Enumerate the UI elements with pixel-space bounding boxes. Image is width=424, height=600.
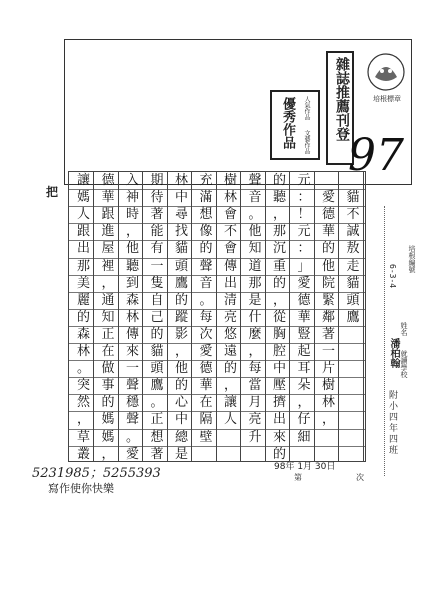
essay-column [147, 172, 168, 461]
essay-char: 擠 [272, 395, 286, 411]
essay-column [171, 172, 192, 461]
essay-char: 聲 [199, 258, 213, 274]
essay-char: 敖 [346, 241, 360, 257]
essay-char: 時 [125, 207, 139, 223]
essay-char: 入 [125, 173, 139, 189]
essay-char: 華 [101, 190, 115, 206]
essay-char: 德 [321, 207, 335, 223]
essay-char: 穩 [125, 395, 139, 411]
student-school: 附小四年四班 [387, 390, 397, 456]
essay-char: 鷹 [150, 378, 164, 394]
essay-char: 聲 [125, 412, 139, 428]
label-school: 就讀學校 [400, 350, 408, 378]
essay-char: 次 [199, 326, 213, 342]
essay-char: ， [101, 446, 115, 462]
essay-char: 音 [199, 275, 213, 291]
essay-char: 美 [76, 275, 90, 291]
essay-char: 來 [125, 344, 139, 360]
essay-char: 在 [199, 395, 213, 411]
essay-char: 森 [76, 326, 90, 342]
essay-char: 聲 [248, 173, 262, 189]
essay-char: 月 [248, 395, 262, 411]
essay-column [245, 172, 266, 461]
essay-char: 腔 [272, 344, 286, 360]
essay-char: 的 [223, 361, 237, 377]
essay-char: 元 [297, 173, 311, 189]
essay-column [196, 172, 217, 461]
bottom-ci: 次 [356, 473, 364, 482]
essay-char: 頭 [174, 258, 188, 274]
essay-char: 德 [297, 292, 311, 308]
essay-char: 出 [272, 412, 286, 428]
essay-char: 鷹 [174, 275, 188, 291]
essay-char: 的 [272, 173, 286, 189]
essay-char: 的 [150, 326, 164, 342]
essay-char: 讓 [223, 395, 237, 411]
essay-char: 做 [101, 361, 115, 377]
essay-char: 媽 [101, 412, 115, 428]
essay-char: 聽 [272, 190, 286, 206]
essay-char: 的 [174, 292, 188, 308]
award-tag-top: 人氣作品 [303, 96, 310, 120]
essay-char: 的 [272, 275, 286, 291]
score-mark: 97 [348, 130, 404, 181]
essay-char: 貓 [174, 241, 188, 257]
essay-char: 林 [76, 344, 90, 360]
essay-char: 充 [199, 173, 213, 189]
essay-char: 影 [174, 326, 188, 342]
essay-char: 自 [150, 292, 164, 308]
essay-char: 頭 [346, 292, 360, 308]
essay-char: 能 [150, 224, 164, 240]
essay-char: 傳 [125, 326, 139, 342]
essay-char: 正 [101, 326, 115, 342]
essay-char: 中 [174, 412, 188, 428]
essay-char: 片 [321, 361, 335, 377]
essay-char: 事 [101, 378, 115, 394]
essay-char: 是 [248, 292, 262, 308]
essay-column [269, 172, 290, 461]
essay-char: 草 [76, 429, 90, 445]
essay-char: 隻 [150, 275, 164, 291]
award-title: 優秀作品 [280, 97, 295, 149]
essay-char: 他 [321, 258, 335, 274]
essay-char: 華 [321, 224, 335, 240]
essay-char: ， [174, 344, 188, 360]
essay-char: 聽 [125, 258, 139, 274]
essay-char: 著 [150, 207, 164, 223]
essay-char: 那 [248, 275, 262, 291]
essay-char: 壁 [199, 429, 213, 445]
essay-char: 著 [150, 446, 164, 462]
essay-char: 從 [272, 309, 286, 325]
phone-numbers: 5231985；5255393 [32, 466, 161, 481]
essay-char: 德 [199, 361, 213, 377]
essay-char: 媽 [76, 190, 90, 206]
essay-char: 升 [248, 429, 262, 445]
bacon-logo-icon [365, 51, 407, 93]
essay-char: 出 [76, 241, 90, 257]
writing-grid [68, 171, 366, 462]
essay-char: 像 [199, 224, 213, 240]
essay-char: 中 [174, 190, 188, 206]
essay-char: 知 [101, 309, 115, 325]
essay-char: 不 [346, 207, 360, 223]
essay-char: 進 [101, 224, 115, 240]
essay-char: 頭 [150, 361, 164, 377]
essay-char: 尋 [174, 207, 188, 223]
essay-char: 。 [150, 395, 164, 411]
essay-char: 德 [101, 173, 115, 189]
essay-char: ， [76, 412, 90, 428]
essay-char: 突 [76, 378, 90, 394]
essay-char: 愛 [199, 344, 213, 360]
student-name: 潘柏翰 [388, 338, 399, 368]
bottom-date: 98年 1月 30日 [274, 462, 336, 472]
essay-char: 一 [125, 361, 139, 377]
essay-char: 到 [125, 275, 139, 291]
essay-char: 跟 [76, 224, 90, 240]
essay-char: 不 [223, 224, 237, 240]
essay-char: 傳 [223, 258, 237, 274]
essay-char: 緊 [321, 292, 335, 308]
essay-char: 待 [150, 190, 164, 206]
essay-char: 」 [297, 258, 311, 274]
essay-char: 院 [321, 275, 335, 291]
essay-char: 他 [174, 361, 188, 377]
essay-column [98, 172, 119, 461]
margin-marker: 把 [46, 185, 59, 199]
essay-char: 愛 [125, 446, 139, 462]
essay-char: 當 [248, 378, 262, 394]
essay-char: ， [125, 224, 139, 240]
essay-char: 神 [125, 190, 139, 206]
essay-char: 悠 [223, 326, 237, 342]
essay-char [343, 172, 364, 189]
essay-char: 細 [297, 429, 311, 445]
essay-char: ， [321, 412, 335, 428]
excellent-work-stamp [270, 90, 320, 160]
label-name: 姓名 [400, 322, 408, 336]
slogan: 寫作使你快樂 [48, 482, 114, 495]
essay-char: 朵 [297, 378, 311, 394]
essay-char: ： [297, 190, 311, 206]
essay-char: 期 [150, 173, 164, 189]
essay-char: 讓 [76, 173, 90, 189]
essay-char: 滿 [199, 190, 213, 206]
essay-char: ， [101, 275, 115, 291]
essay-char: 音 [248, 190, 262, 206]
essay-char: ， [272, 292, 286, 308]
essay-char: 出 [223, 275, 237, 291]
essay-column [294, 172, 315, 461]
essay-char [343, 343, 364, 360]
label-number: 培根編號 [408, 245, 416, 273]
essay-char: ， [272, 207, 286, 223]
essay-char [343, 326, 364, 343]
essay-char: 遠 [223, 344, 237, 360]
essay-char: 林 [174, 173, 188, 189]
essay-char: 想 [199, 207, 213, 223]
essay-char: 會 [223, 207, 237, 223]
essay-char: 總 [174, 429, 188, 445]
essay-char: 。 [248, 207, 262, 223]
essay-column [220, 172, 241, 461]
essay-char: 找 [174, 224, 188, 240]
logo-caption: 培根標章 [373, 95, 401, 103]
essay-char: 什 [248, 309, 262, 325]
essay-char: 麗 [76, 292, 90, 308]
essay-char: 愛 [321, 190, 335, 206]
essay-char [318, 429, 339, 446]
essay-char: ， [297, 395, 311, 411]
essay-char: 華 [297, 309, 311, 325]
essay-char: ， [248, 344, 262, 360]
essay-column [73, 172, 94, 461]
essay-char: 有 [150, 241, 164, 257]
essay-char: 他 [248, 224, 262, 240]
essay-char: 那 [272, 224, 286, 240]
essay-char: 林 [223, 190, 237, 206]
essay-char: 中 [272, 361, 286, 377]
essay-char: 。 [76, 361, 90, 377]
essay-char: 樹 [321, 378, 335, 394]
essay-char: 亮 [248, 412, 262, 428]
essay-char: 沉 [272, 241, 286, 257]
essay-char: 媽 [101, 429, 115, 445]
essay-column [318, 172, 339, 461]
essay-char: 胸 [272, 326, 286, 342]
essay-char: 清 [223, 292, 237, 308]
essay-char: 的 [321, 241, 335, 257]
essay-char: ！ [297, 207, 311, 223]
essay-char: 林 [321, 395, 335, 411]
bottom-di: 第 [294, 473, 302, 482]
essay-char: 貓 [150, 344, 164, 360]
essay-char: 來 [272, 429, 286, 445]
essay-char: 愛 [297, 275, 311, 291]
essay-char: 跟 [101, 207, 115, 223]
essay-char: 心 [174, 395, 188, 411]
essay-char: 林 [125, 309, 139, 325]
essay-char: 屋 [101, 241, 115, 257]
essay-char: 走 [346, 258, 360, 274]
essay-char: 的 [272, 446, 286, 462]
essay-char: 是 [174, 446, 188, 462]
essay-char: 重 [272, 258, 286, 274]
essay-char: 通 [101, 292, 115, 308]
essay-char: 壓 [272, 378, 286, 394]
essay-char: 的 [199, 241, 213, 257]
essay-char: 鷹 [346, 309, 360, 325]
essay-char: 著 [321, 326, 335, 342]
essay-char: 正 [150, 412, 164, 428]
side-date: 6-3-4 [388, 264, 397, 289]
essay-char: 元 [297, 224, 311, 240]
essay-char: 貓 [346, 190, 360, 206]
essay-char: 己 [150, 309, 164, 325]
essay-char [318, 172, 339, 189]
essay-char: 的 [101, 395, 115, 411]
essay-char: 隔 [199, 412, 213, 428]
essay-char: 麼 [248, 326, 262, 342]
essay-char: 想 [150, 429, 164, 445]
essay-char: 豎 [297, 326, 311, 342]
essay-char: 裡 [101, 258, 115, 274]
essay-char: 的 [174, 378, 188, 394]
essay-char: 蹤 [174, 309, 188, 325]
essay-char: 他 [125, 241, 139, 257]
essay-char: 每 [199, 309, 213, 325]
essay-char: 華 [199, 378, 213, 394]
essay-char: 。 [199, 292, 213, 308]
essay-char: 起 [297, 344, 311, 360]
essay-char: 。 [125, 429, 139, 445]
publication-text: 雜誌推薦刊登 [334, 57, 350, 141]
essay-char: ： [297, 241, 311, 257]
essay-char: 仔 [297, 412, 311, 428]
essay-char: 那 [76, 258, 90, 274]
essay-char: 鄰 [321, 309, 335, 325]
essay-char: 耳 [297, 361, 311, 377]
essay-char: 亮 [223, 309, 237, 325]
essay-char: 一 [150, 258, 164, 274]
essay-char: 然 [76, 395, 90, 411]
essay-char: 每 [248, 361, 262, 377]
essay-char: ， [223, 378, 237, 394]
essay-char: 森 [125, 292, 139, 308]
award-tag-bottom: 文藝作品 [303, 130, 310, 154]
essay-char: 人 [223, 412, 237, 428]
essay-char: 一 [321, 344, 335, 360]
essay-char: 知 [248, 241, 262, 257]
essay-char: 在 [101, 344, 115, 360]
essay-char: 樹 [223, 173, 237, 189]
essay-char: 叢 [76, 446, 90, 462]
essay-char: 道 [248, 258, 262, 274]
essay-char: 聲 [125, 378, 139, 394]
essay-char: 人 [76, 207, 90, 223]
essay-char: 貓 [346, 275, 360, 291]
essay-column [122, 172, 143, 461]
essay-column [343, 172, 364, 461]
essay-char: 誠 [346, 224, 360, 240]
essay-char: 的 [76, 309, 90, 325]
essay-char: 會 [223, 241, 237, 257]
